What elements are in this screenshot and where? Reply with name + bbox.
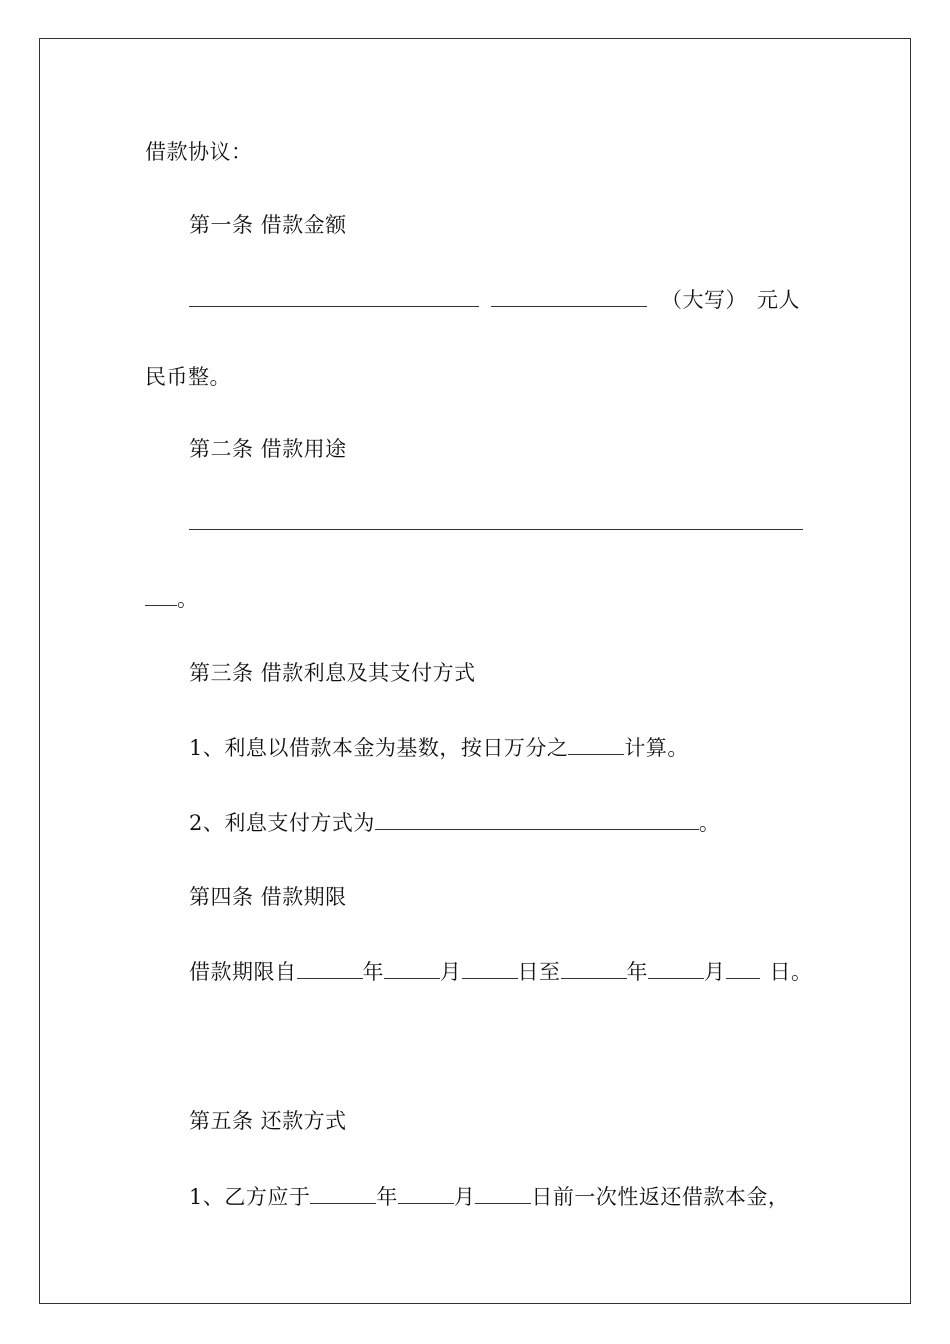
- amount-blank-2[interactable]: [491, 286, 647, 307]
- article-3-item-2: [189, 808, 720, 838]
- repay-year-label: 年: [376, 1185, 398, 1209]
- repay-suffix: 日前一次性返还借款本金，: [531, 1185, 790, 1209]
- loan-term-line: [189, 957, 813, 987]
- purpose-blank-end[interactable]: [145, 585, 177, 606]
- amount-blank-1[interactable]: [189, 286, 479, 307]
- article-5-item-1: [189, 1182, 789, 1212]
- article-1-heading: 第一条 借款金额: [189, 213, 347, 237]
- start-month-blank[interactable]: [384, 958, 440, 979]
- payment-method-suffix: 。: [698, 811, 721, 835]
- unit-tail: 元人: [757, 288, 800, 312]
- purpose-blank[interactable]: [189, 509, 803, 530]
- interest-rate-prefix: 1、利息以借款本金为基数，按日万分之: [189, 736, 569, 760]
- article-3-heading: 第三条 借款利息及其支付方式: [189, 661, 476, 685]
- payment-method-blank[interactable]: [375, 809, 699, 830]
- article-1-amount-line: [189, 285, 800, 315]
- end-month-blank[interactable]: [648, 958, 704, 979]
- repay-day-blank[interactable]: [475, 1183, 531, 1204]
- repay-prefix: 1、乙方应于: [189, 1185, 311, 1209]
- article-1-continuation: 民币整。: [145, 365, 231, 389]
- start-day-blank[interactable]: [462, 958, 518, 979]
- start-month-label: 月: [440, 960, 462, 984]
- start-year-blank[interactable]: [297, 958, 363, 979]
- payment-method-prefix: 2、利息支付方式为: [189, 811, 375, 835]
- article-4-heading: 第四条 借款期限: [189, 885, 347, 909]
- interest-rate-blank[interactable]: [568, 734, 624, 755]
- document-title: 借款协议：: [145, 140, 253, 164]
- day-end-label: 日。: [769, 960, 813, 984]
- article-2-heading: 第二条 借款用途: [189, 437, 347, 461]
- end-month-label: 月: [704, 960, 726, 984]
- article-2-purpose-line: [189, 508, 803, 538]
- capital-note: （大写）: [661, 288, 747, 312]
- article-2-continuation: [145, 584, 199, 614]
- day-to-label: 日至: [517, 960, 561, 984]
- repay-year-blank[interactable]: [310, 1183, 376, 1204]
- repay-month-blank[interactable]: [398, 1183, 454, 1204]
- start-year-label: 年: [362, 960, 384, 984]
- end-year-blank[interactable]: [561, 958, 627, 979]
- end-year-label: 年: [626, 960, 648, 984]
- interest-rate-suffix: 计算。: [624, 736, 689, 760]
- article-3-item-1: [189, 733, 689, 763]
- article-5-heading: 第五条 还款方式: [189, 1109, 347, 1133]
- loan-term-prefix: 借款期限自: [189, 960, 297, 984]
- purpose-end-mark: 。: [177, 587, 199, 611]
- repay-month-label: 月: [453, 1185, 476, 1209]
- end-day-blank[interactable]: [726, 958, 760, 979]
